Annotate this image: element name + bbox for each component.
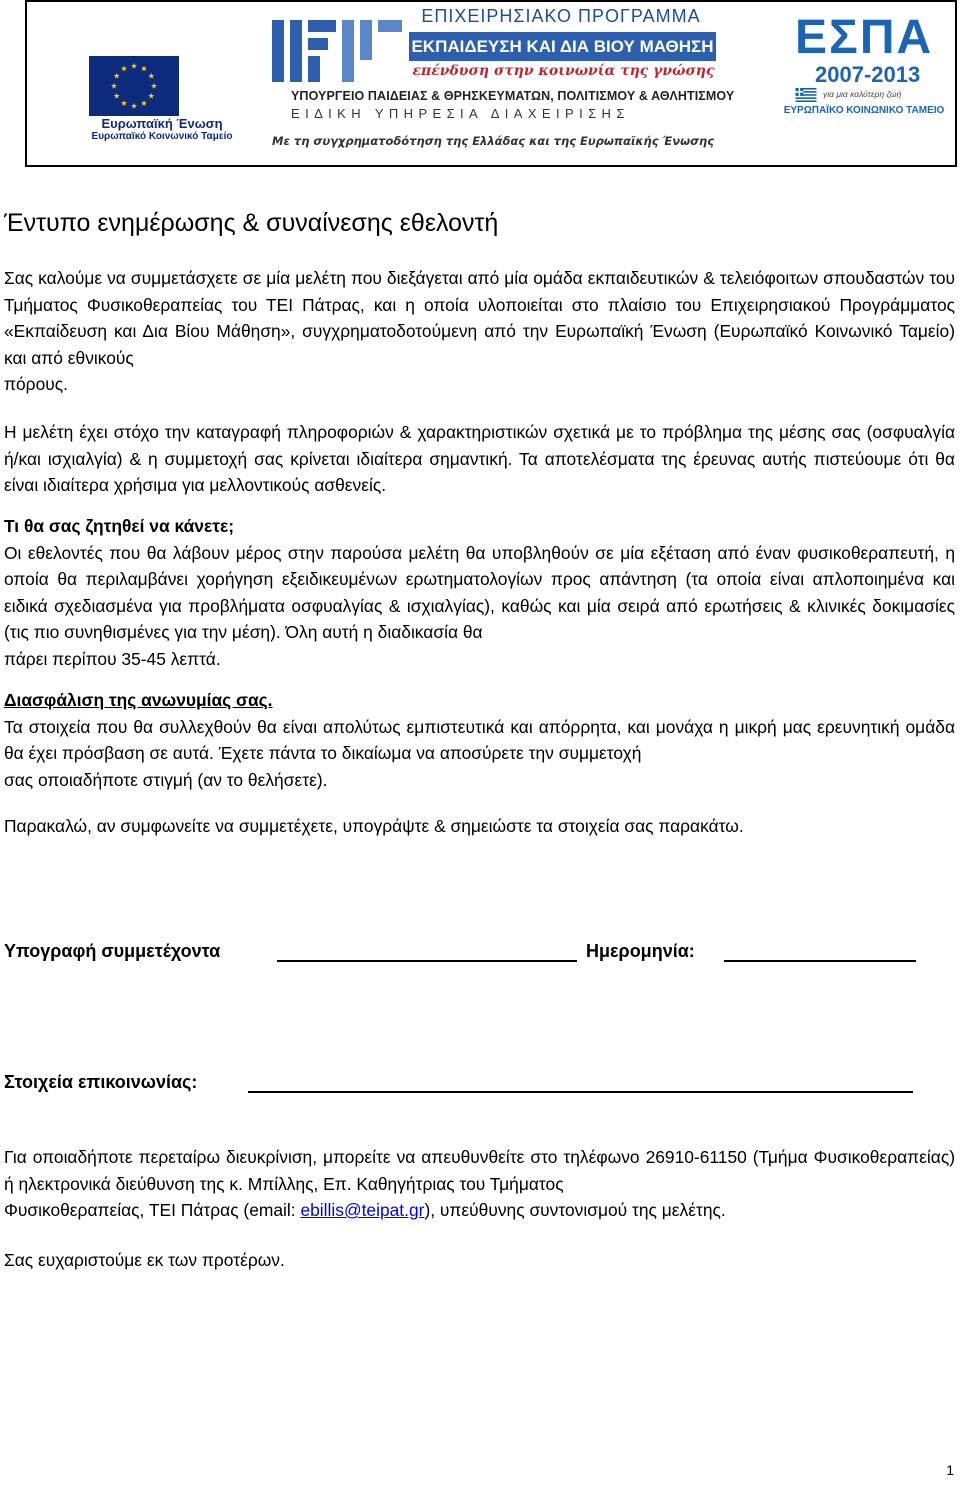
special-service: ΕΙΔΙΚΗ ΥΠΗΡΕΣΙΑ ΔΙΑΧΕΙΡΙΣΗΣ: [291, 106, 630, 121]
what-text: Οι εθελοντές που θα λάβουν μέρος στην παρούσα μελέτη θα υποβληθούν σε μία εξέταση από έναν φυσικοθεραπευτή, η οποία θα περιλαμβάνει χορήγηση εξειδικευμένων ερωτηματολογίων προς απάντηση (τα οποία είναι απλοποιημένα και ειδικά σχεδιασμένα για προβλήματα οσφυαλγίας & ισχιαλγίας), καθώς και μία σειρά από ερωτήσεις & κλινικές δοκιμασίες (τις πιο συνηθισμένες για την μέση). Όλη αυτή η διαδικασία θα: [4, 542, 955, 642]
anonymity-text: Τα στοιχεία που θα συλλεχθούν θα είναι απολύτως εμπιστευτικά και απόρρητα, και μονάχα η μικρή μας ερευνητική ομάδα θα έχει πρόσβαση σε αυτά. Έχετε πάντα το δικαίωμα να αποσύρετε την συμμετοχή: [4, 716, 955, 763]
page-number: 1: [946, 1462, 954, 1478]
signature-field[interactable]: [277, 960, 577, 962]
what-tail: πάρει περίπου 35-45 λεπτά.: [4, 648, 221, 669]
espa-title: ΕΣΠΑ: [795, 11, 934, 64]
signature-label: Υπογραφή συμμετέχοντα: [4, 941, 221, 961]
eu-fund: Ευρωπαϊκό Κοινωνικό Ταμείο: [91, 131, 233, 142]
program-logo-icon: [272, 6, 417, 86]
ministry-name: ΥΠΟΥΡΓΕΙΟ ΠΑΙΔΕΙΑΣ & ΘΡΗΣΚΕΥΜΑΤΩΝ, ΠΟΛΙΤΙΣΜΟΥ & ΑΘΛΗΤΙΣΜΟΥ: [291, 89, 735, 103]
clarification-paragraph: [4, 1144, 955, 1224]
clarification-tail-before: Φυσικοθεραπείας, ΤΕΙ Πάτρας (email:: [4, 1200, 301, 1220]
date-label: Ημερομηνία:: [586, 941, 695, 961]
cofunding-note: Με τη συγχρηματοδότηση της Ελλάδας και της Ευρωπαϊκής Ένωσης: [272, 134, 715, 148]
espa-logo: [771, 11, 951, 124]
clarification-text: Για οποιαδήποτε περεταίρω διευκρίνιση, μπορείτε να απευθυνθείτε στο τηλέφωνο 26910-61150 (Τμήμα Φυσικοθεραπείας) ή ηλεκτρονικά διεύθυνση της κ. Μπίλλης, Επ. Καθηγήτριας του Τμήματος: [4, 1147, 955, 1194]
espa-tagline: για μια καλύτερη ζωή: [823, 89, 902, 99]
eu-name: Ευρωπαϊκή Ένωση: [101, 116, 223, 131]
program-slogan: επένδυση στην κοινωνία της γνώσης: [412, 63, 715, 79]
anonymity-section: [4, 687, 955, 793]
anonymity-heading: Διασφάλιση της ανωνυμίας σας.: [4, 690, 273, 710]
study-aim-paragraph: [4, 419, 955, 499]
eu-flag-icon: [89, 56, 179, 116]
study-aim-tail: ασθενείς.: [314, 475, 387, 495]
clarification-tail: [4, 1197, 955, 1224]
intro-paragraph: [4, 265, 955, 398]
header-banner: [25, 0, 957, 167]
eu-logo: [65, 56, 245, 146]
what-section: [4, 513, 955, 672]
program-title: ΕΠΙΧΕΙΡΗΣΙΑΚΟ ΠΡΟΓΡΑΜΜΑ: [421, 6, 701, 26]
intro-text: Σας καλούμε να συμμετάσχετε σε μία μελέτη που διεξάγεται από μία ομάδα εκπαιδευτικών & τελειόφοιτων σπουδαστών του Τμήματος Φυσικοθεραπείας του ΤΕΙ Πάτρας, και η οποία υλοποιείται στο πλαίσιο του Επιχειρησιακού Προγράμματος «Εκπαίδευση και Δια Βίου Μάθηση», συγχρηματοδοτούμενη από την Ευρωπαϊκή Ένωση (Ευρωπαϊκό Κοινωνικό Ταμείο) και από εθνικούς: [4, 268, 955, 368]
study-aim-text: Η μελέτη έχει στόχο την καταγραφή πληροφοριών & χαρακτηριστικών σχετικά με το πρόβλημα της μέσης σας (οσφυαλγία ή/και ισχιαλγία) & η συμμετοχή σας κρίνεται ιδιαίτερα σημαντική. Τα αποτελέσματα της έρευνας αυτής πιστεύουμε ότι θα είναι ιδιαίτερα χρήσιμα για μελλοντικούς: [4, 422, 955, 495]
intro-tail: πόρους.: [4, 374, 68, 394]
contact-field[interactable]: [248, 1091, 913, 1093]
thanks-text: Σας ευχαριστούμε εκ των προτέρων.: [4, 1250, 285, 1270]
clarification-tail-after: ), υπεύθυνης συντονισμού της μελέτης.: [424, 1200, 726, 1220]
contact-label: Στοιχεία επικοινωνίας:: [4, 1072, 198, 1092]
please-sign-text: Παρακαλώ, αν συμφωνείτε να συμμετέχετε, υπογράψτε & σημειώστε τα στοιχεία σας παρακάτω.: [4, 816, 744, 836]
greek-flag-icon: [795, 88, 817, 102]
anonymity-tail: σας οποιαδήποτε στιγμή (αν το θελήσετε).: [4, 769, 328, 790]
espa-years: 2007-2013: [815, 62, 921, 87]
email-link[interactable]: ebillis@teipat.gr: [300, 1200, 425, 1220]
espa-fund: ΕΥΡΩΠΑΪΚΟ ΚΟΙΝΩΝΙΚΟ ΤΑΜΕΙΟ: [783, 105, 945, 116]
what-heading: Τι θα σας ζητηθεί να κάνετε;: [4, 516, 235, 536]
page-title: Έντυπο ενημέρωσης & συναίνεσης εθελοντή: [4, 209, 499, 237]
program-name: ΕΚΠΑΙΔΕΥΣΗ ΚΑΙ ΔΙΑ ΒΙΟΥ ΜΑΘΗΣΗ: [409, 32, 716, 61]
date-field[interactable]: [724, 960, 916, 962]
